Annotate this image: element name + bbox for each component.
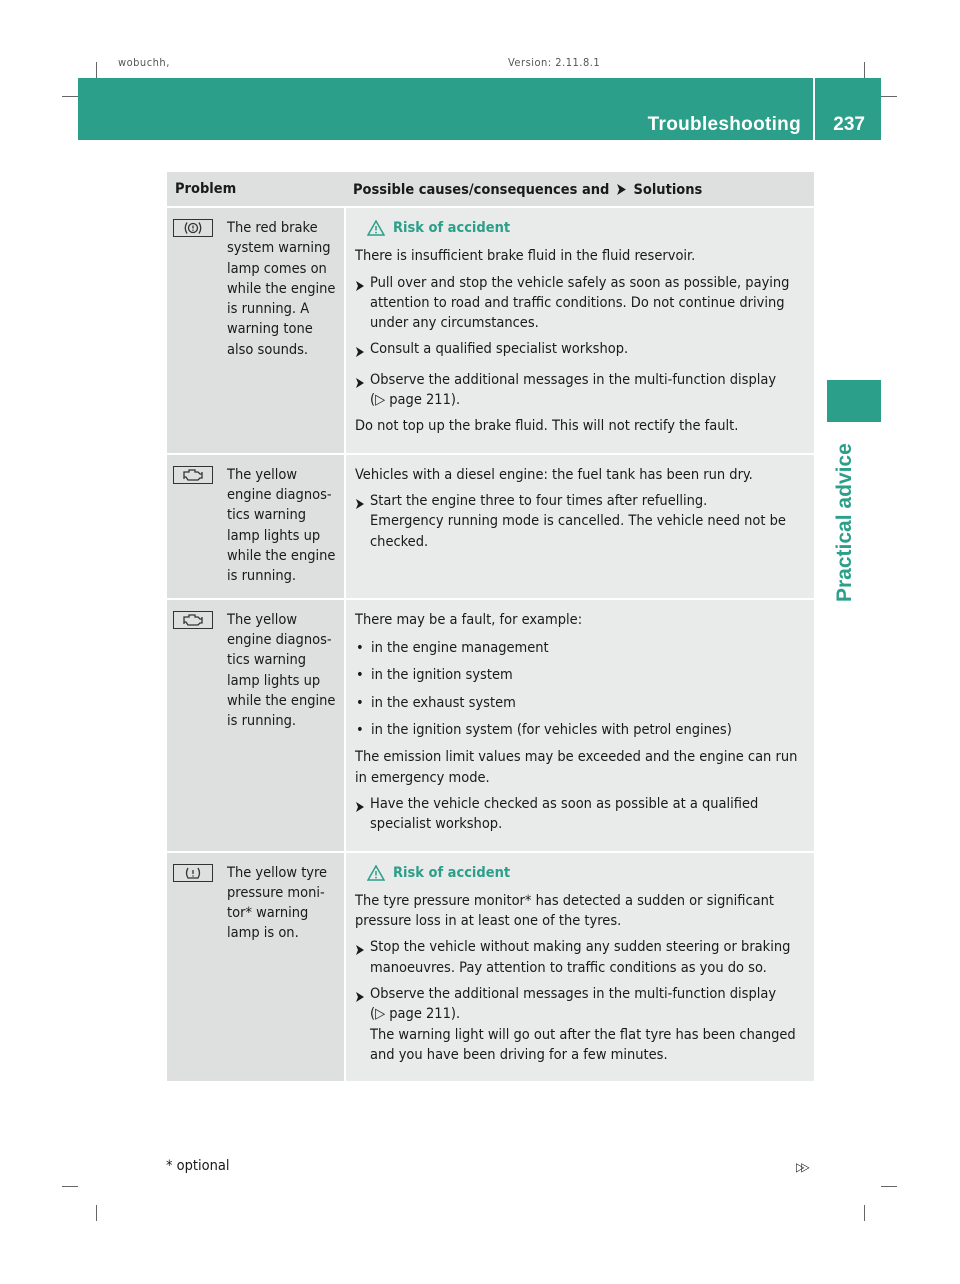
crop-mark xyxy=(96,1205,97,1221)
action-arrow-icon xyxy=(355,802,365,812)
solution-cell xyxy=(344,600,814,851)
warning-triangle-icon xyxy=(367,220,385,236)
action-step-text: Observe the additional messages in the multi-function display xyxy=(370,371,777,388)
table-row xyxy=(167,206,814,453)
warning-triangle-icon xyxy=(367,865,385,881)
problem-description: The red brake system warning lamp comes on while the engine is running. A warning tone also sounds. xyxy=(227,220,336,358)
crop-mark xyxy=(881,96,897,97)
table-row xyxy=(167,598,814,851)
cause-text: Vehicles with a diesel engine: the fuel tank has been run dry. xyxy=(355,466,753,483)
chapter-title: Troubleshooting xyxy=(647,114,801,135)
action-arrow-icon xyxy=(355,945,365,955)
troubleshooting-table xyxy=(167,172,814,1081)
warning-text: Risk of accident xyxy=(393,220,511,236)
brake-warning-icon xyxy=(173,219,213,237)
table-row xyxy=(167,453,814,598)
crop-mark xyxy=(62,1186,78,1187)
page-number: 237 xyxy=(833,114,865,135)
solution-cell xyxy=(344,208,814,453)
action-arrow-icon xyxy=(355,378,365,388)
action-step xyxy=(355,491,808,552)
page-reference-link[interactable]: (▷ page 211). xyxy=(370,392,461,409)
warning-heading xyxy=(367,218,808,238)
problem-description: The yellow engine diagnos- tics warning lamp lights up while the engine is running. xyxy=(227,611,336,730)
engine-diagnostics-icon xyxy=(173,466,213,484)
column-header-solutions-prefix: Possible causes/consequences and xyxy=(353,182,610,198)
action-step-text: Pull over and stop the vehicle safely as soon as possible, paying attention to road and traffic conditions. Do not continue driving under any circumstances. xyxy=(370,274,790,332)
cause-text: There may be a fault, for example: xyxy=(355,611,583,628)
problem-description: The yellow tyre pressure moni- tor* warning lamp is on. xyxy=(227,864,328,942)
list-item-text: in the ignition system (for vehicles with petrol engines) xyxy=(371,722,732,739)
action-step xyxy=(355,794,808,835)
action-step-text: Start the engine three to four times after refuelling. xyxy=(370,492,708,509)
crop-mark xyxy=(864,62,865,78)
note-text: Do not top up the brake fluid. This will not rectify the fault. xyxy=(355,418,739,435)
action-step xyxy=(355,273,808,334)
warning-text: Risk of accident xyxy=(393,864,511,881)
action-arrow-icon xyxy=(616,184,627,195)
action-step xyxy=(355,339,808,363)
list-item: • in the ignition system (for vehicles with petrol engines) xyxy=(355,720,808,740)
action-arrow-icon xyxy=(355,281,365,291)
page-reference-link[interactable]: (▷ page 211). xyxy=(370,1006,461,1023)
action-step-text: Observe the additional messages in the multi-function display xyxy=(370,986,777,1003)
table-row xyxy=(167,851,814,1082)
crop-mark xyxy=(62,96,78,97)
action-step xyxy=(355,937,808,978)
list-item: • in the exhaust system xyxy=(355,693,808,713)
crop-mark xyxy=(864,1205,865,1221)
cause-text: The tyre pressure monitor* has detected a sudden or significant pressure loss in at least one of the tyres. xyxy=(355,892,775,930)
list-item-text: in the ignition system xyxy=(371,667,513,684)
crop-mark xyxy=(881,1186,897,1187)
list-item: • in the ignition system xyxy=(355,665,808,685)
footnote: * optional xyxy=(166,1158,230,1174)
action-step-text: Stop the vehicle without making any sudden steering or braking manoeuvres. Pay attention to traffic conditions as you do so. xyxy=(370,939,791,976)
continued-arrows-icon: ▷▷ xyxy=(796,1160,807,1174)
action-step-text: Consult a qualified specialist workshop. xyxy=(370,341,629,358)
cause-text: There is insufficient brake fluid in the fluid reservoir. xyxy=(355,248,696,265)
action-step-result: Emergency running mode is cancelled. The vehicle need not be checked. xyxy=(370,513,786,550)
problem-description: The yellow engine diagnos- tics warning lamp lights up while the engine is running. xyxy=(227,466,336,585)
solution-cell xyxy=(344,853,814,1082)
warning-heading xyxy=(367,863,808,883)
action-step-text: Have the vehicle checked as soon as possible at a qualified specialist workshop. xyxy=(370,795,759,833)
action-arrow-icon xyxy=(355,499,365,509)
tyre-pressure-icon xyxy=(173,864,213,882)
chapter-header xyxy=(78,78,881,140)
action-step xyxy=(355,984,808,1065)
table-header xyxy=(167,172,814,206)
crop-mark xyxy=(96,62,97,78)
solution-cell xyxy=(344,455,814,598)
action-arrow-icon xyxy=(355,347,365,357)
consequence-text: The emission limit values may be exceeded and the engine can run in emergency mode. xyxy=(355,749,798,786)
list-item: • in the engine management xyxy=(355,638,808,658)
action-arrow-icon xyxy=(355,992,365,1002)
action-step-result: The warning light will go out after the flat tyre has been changed and you have been driving for a few minutes. xyxy=(370,1026,796,1063)
print-meta-right: Version: 2.11.8.1 xyxy=(508,56,601,69)
print-meta-left: wobuchh, xyxy=(118,56,170,69)
column-header-solutions-suffix: Solutions xyxy=(633,182,703,198)
column-header-solutions xyxy=(344,172,814,206)
action-step xyxy=(355,370,808,411)
list-item-text: in the engine management xyxy=(371,640,549,657)
column-header-problem: Problem xyxy=(175,181,237,197)
list-item-text: in the exhaust system xyxy=(371,694,516,711)
header-divider xyxy=(813,78,815,140)
side-tab-label: Practical advice xyxy=(833,443,856,602)
engine-diagnostics-icon xyxy=(173,611,213,629)
